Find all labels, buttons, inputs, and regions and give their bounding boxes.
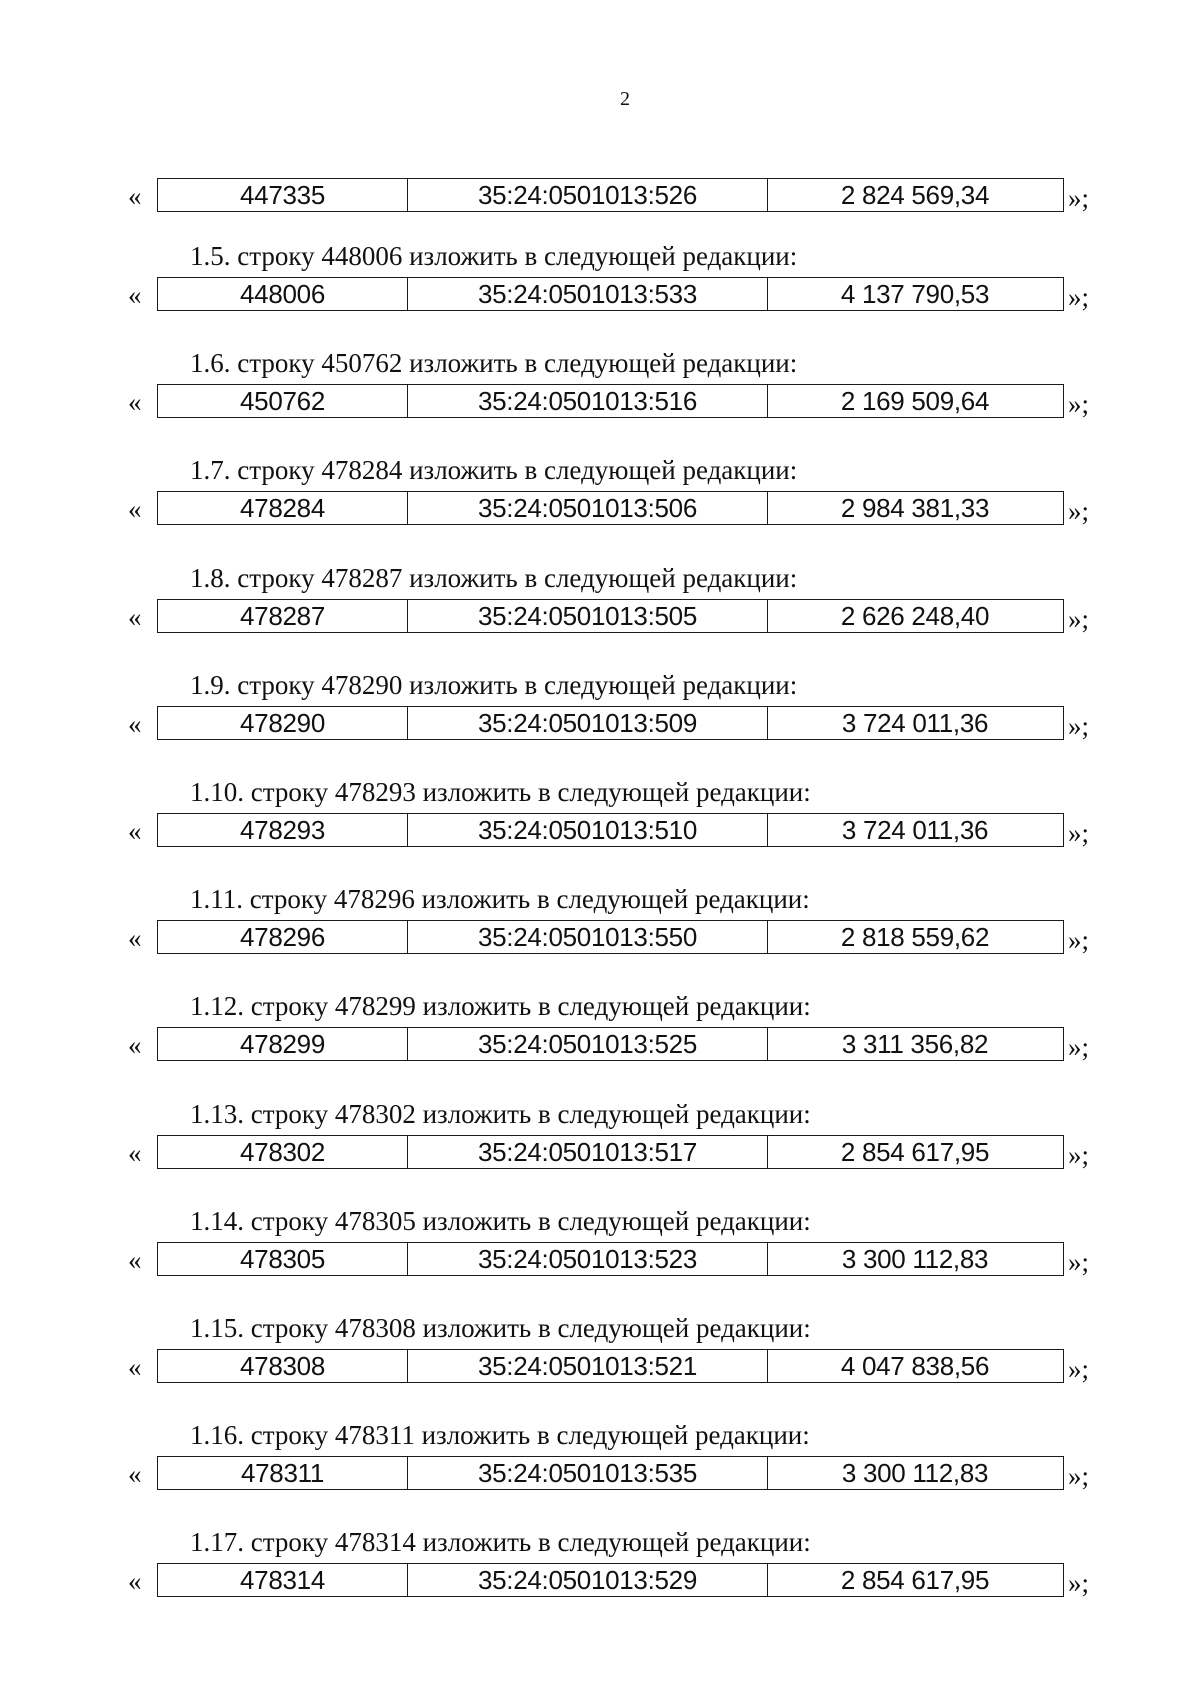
closing-quote: »;: [1068, 818, 1090, 848]
opening-quote: «: [128, 1245, 142, 1275]
cadastral-value-cell: 3 300 112,83: [841, 1243, 989, 1274]
amendment-instruction: 1.12. строку 478299 изложить в следующей редакции:: [190, 991, 811, 1021]
row-id-cell: 478311: [158, 1457, 408, 1489]
closing-quote: »;: [1068, 496, 1090, 526]
cadastral-value-cell: 2 626 248,40: [840, 600, 990, 631]
cadastral-number-cell: 35:24:0501013:533: [408, 278, 768, 310]
cadastral-number-cell: 35:24:0501013:510: [408, 814, 768, 846]
closing-quote: »;: [1068, 1461, 1090, 1491]
opening-quote: «: [128, 1352, 142, 1382]
closing-quote: »;: [1068, 1247, 1090, 1277]
opening-quote: «: [128, 1138, 142, 1168]
table-row: [0, 813, 1200, 849]
table-row-cells: [157, 1135, 1064, 1169]
table-row-cells: [157, 491, 1064, 525]
table-row-cells: [157, 1027, 1064, 1061]
table-row: [0, 1456, 1200, 1492]
cadastral-value-cell: 3 724 011,36: [841, 707, 989, 738]
table-row-cells: [157, 599, 1064, 633]
opening-quote: «: [128, 816, 142, 846]
closing-quote: »;: [1068, 604, 1090, 634]
closing-quote: »;: [1068, 711, 1090, 741]
cadastral-value-cell: 2 824 569,34: [840, 179, 990, 210]
row-id-cell: 478284: [158, 492, 408, 524]
page-number: 2: [620, 88, 630, 110]
row-id-cell: 478299: [158, 1028, 408, 1060]
table-row-cells: [157, 178, 1064, 212]
table-row: [0, 920, 1200, 956]
amendment-instruction: 1.13. строку 478302 изложить в следующей редакции:: [190, 1099, 811, 1129]
row-id-cell: 478287: [158, 600, 408, 632]
row-id-cell: 447335: [158, 179, 408, 211]
cadastral-value-cell: 3 724 011,36: [841, 814, 989, 845]
cadastral-value-cell: 2 854 617,95: [840, 1136, 990, 1167]
closing-quote: »;: [1068, 389, 1090, 419]
cadastral-value-cell: 4 137 790,53: [840, 278, 990, 309]
cadastral-number-cell: 35:24:0501013:525: [408, 1028, 768, 1060]
table-row: [0, 706, 1200, 742]
cadastral-number-cell: 35:24:0501013:516: [408, 385, 768, 417]
table-row-cells: [157, 277, 1064, 311]
table-row: [0, 384, 1200, 420]
amendment-instruction: 1.7. строку 478284 изложить в следующей редакции:: [190, 455, 798, 485]
closing-quote: »;: [1068, 1354, 1090, 1384]
cadastral-number-cell: 35:24:0501013:509: [408, 707, 768, 739]
closing-quote: »;: [1068, 183, 1090, 213]
opening-quote: «: [128, 181, 142, 211]
table-row-cells: [157, 813, 1064, 847]
amendment-instruction: 1.14. строку 478305 изложить в следующей редакции:: [190, 1206, 811, 1236]
amendment-instruction: 1.11. строку 478296 изложить в следующей редакции:: [190, 884, 810, 914]
closing-quote: »;: [1068, 1568, 1090, 1598]
table-row: [0, 1242, 1200, 1278]
amendment-instruction: 1.16. строку 478311 изложить в следующей редакции:: [190, 1420, 810, 1450]
table-row: [0, 1349, 1200, 1385]
closing-quote: »;: [1068, 282, 1090, 312]
amendment-instruction: 1.17. строку 478314 изложить в следующей редакции:: [190, 1527, 811, 1557]
opening-quote: «: [128, 1459, 142, 1489]
row-id-cell: 478308: [158, 1350, 408, 1382]
cadastral-value-cell: 2 984 381,33: [840, 492, 990, 523]
opening-quote: «: [128, 602, 142, 632]
closing-quote: »;: [1068, 925, 1090, 955]
table-row: [0, 1135, 1200, 1171]
closing-quote: »;: [1068, 1140, 1090, 1170]
amendment-instruction: 1.10. строку 478293 изложить в следующей редакции:: [190, 777, 811, 807]
table-row-cells: [157, 706, 1064, 740]
cadastral-value-cell: 4 047 838,56: [840, 1350, 990, 1381]
opening-quote: «: [128, 387, 142, 417]
opening-quote: «: [128, 1030, 142, 1060]
row-id-cell: 478305: [158, 1243, 408, 1275]
cadastral-value-cell: 2 818 559,62: [840, 921, 990, 952]
row-id-cell: 448006: [158, 278, 408, 310]
opening-quote: «: [128, 923, 142, 953]
opening-quote: «: [128, 709, 142, 739]
table-row: [0, 1027, 1200, 1063]
amendment-instruction: 1.15. строку 478308 изложить в следующей редакции:: [190, 1313, 811, 1343]
cadastral-value-cell: 3 300 112,83: [841, 1457, 989, 1488]
cadastral-number-cell: 35:24:0501013:517: [408, 1136, 768, 1168]
table-row: [0, 599, 1200, 635]
amendment-instruction: 1.8. строку 478287 изложить в следующей редакции:: [190, 563, 798, 593]
opening-quote: «: [128, 1566, 142, 1596]
table-row: [0, 491, 1200, 527]
amendment-instruction: 1.5. строку 448006 изложить в следующей редакции:: [190, 241, 798, 271]
cadastral-value-cell: 2 854 617,95: [840, 1564, 990, 1595]
cadastral-number-cell: 35:24:0501013:526: [408, 179, 768, 211]
table-row: [0, 277, 1200, 313]
table-row-cells: [157, 1349, 1064, 1383]
amendment-instruction: 1.6. строку 450762 изложить в следующей редакции:: [190, 348, 798, 378]
cadastral-number-cell: 35:24:0501013:535: [408, 1457, 768, 1489]
cadastral-number-cell: 35:24:0501013:529: [408, 1564, 768, 1596]
amendment-instruction: 1.9. строку 478290 изложить в следующей редакции:: [190, 670, 798, 700]
table-row-cells: [157, 1456, 1064, 1490]
cadastral-number-cell: 35:24:0501013:523: [408, 1243, 768, 1275]
cadastral-value-cell: 3 311 356,82: [841, 1028, 989, 1059]
cadastral-number-cell: 35:24:0501013:505: [408, 600, 768, 632]
row-id-cell: 450762: [158, 385, 408, 417]
table-row-cells: [157, 1242, 1064, 1276]
row-id-cell: 478293: [158, 814, 408, 846]
row-id-cell: 478302: [158, 1136, 408, 1168]
row-id-cell: 478290: [158, 707, 408, 739]
cadastral-number-cell: 35:24:0501013:550: [408, 921, 768, 953]
table-row-cells: [157, 920, 1064, 954]
cadastral-value-cell: 2 169 509,64: [840, 385, 990, 416]
table-row-cells: [157, 1563, 1064, 1597]
table-row-cells: [157, 384, 1064, 418]
cadastral-number-cell: 35:24:0501013:506: [408, 492, 768, 524]
table-row: [0, 178, 1200, 214]
table-row: [0, 1563, 1200, 1599]
opening-quote: «: [128, 280, 142, 310]
cadastral-number-cell: 35:24:0501013:521: [408, 1350, 768, 1382]
row-id-cell: 478296: [158, 921, 408, 953]
opening-quote: «: [128, 494, 142, 524]
row-id-cell: 478314: [158, 1564, 408, 1596]
closing-quote: »;: [1068, 1032, 1090, 1062]
